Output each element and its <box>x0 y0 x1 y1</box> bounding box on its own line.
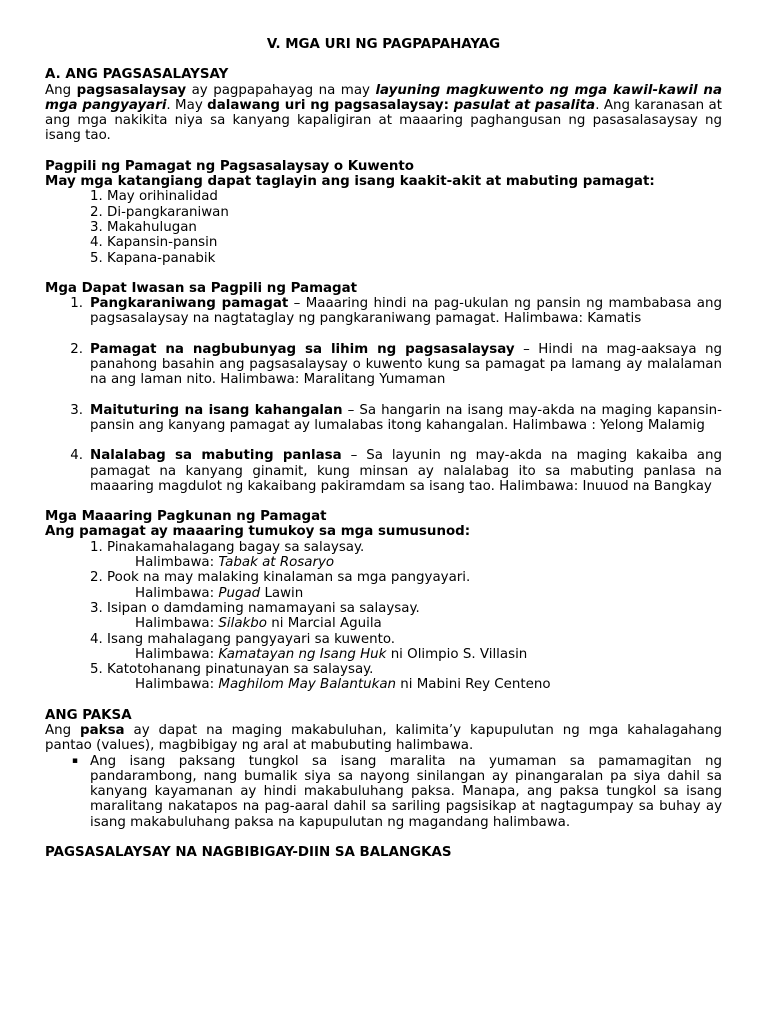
example-label: Halimbawa: <box>135 616 219 632</box>
item-title: Nalalabag sa mabuting panlasa <box>90 448 342 464</box>
example-author: ni Olimpio S. Villasin <box>386 646 528 662</box>
pagkunan-subheading: Ang pamagat ay maaaring tumukoy sa mga sumusunod: <box>45 524 471 540</box>
list-item: 5. Katotohanang pinatunayan sa salaysay. <box>90 662 374 678</box>
example-line <box>45 586 722 601</box>
text: ay dapat na maging makabuluhan, kalimita’y kapupulutan ng mga kahalagahang pantao (values), magbibigay ng aral at mabubuting halimbawa. <box>45 722 722 754</box>
bullet-icon: ▪ <box>71 755 78 766</box>
paksa-bullet-item <box>45 754 722 830</box>
section-a-paragraph <box>45 83 722 144</box>
example-author: ni Marcial Aguila <box>267 616 382 632</box>
text: Ang <box>45 82 77 98</box>
item-text: – Sa layunin ng may-akda na maging kakaiba ang pamagat na kanyang ginamit, kung minsan ay nalalabag ito sa mabuting panlasa na maaaring magdulot ng kakaibang pakiramdam sa isang tao. Halimbawa: Inuuod na Bangkay <box>90 448 722 494</box>
list-item <box>45 448 722 494</box>
list-item: 2. Di-pangkaraniwan <box>90 204 229 220</box>
example-label: Halimbawa: <box>135 555 219 571</box>
emphasis: dalawang uri ng pagsasalaysay: <box>207 97 454 113</box>
item-title: Pangkaraniwang pamagat <box>90 296 289 312</box>
balangkas-heading: PAGSASALAYSAY NA NAGBIBIGAY-DIIN SA BALANGKAS <box>45 845 452 861</box>
list-item: 4. Kapansin-pansin <box>90 235 218 251</box>
item-title: Pamagat na nagbubunyag sa lihim ng pagsasalaysay <box>90 341 515 357</box>
list-item: 3. Isipan o damdaming namamayani sa salaysay. <box>90 600 420 616</box>
list-number: 4. <box>70 448 83 464</box>
pagkunan-list <box>45 540 722 693</box>
text: . May <box>166 97 208 113</box>
example-title: Kamatayan ng Isang Huk <box>218 646 387 662</box>
list-number: 1. <box>70 296 83 312</box>
list-item <box>45 342 722 403</box>
emphasis: layuning magkuwento ng mga kawil-kawil na mga pangyayari <box>45 82 722 113</box>
text: . Ang karanasan at ang mga nakikita niya sa kanyang kapaligiran at maaaring paghangusan ng pasasalasaysay ng isang tao. <box>45 97 722 144</box>
example-title: Tabak at Rosaryo <box>218 555 335 571</box>
list-number: 2. <box>70 341 83 357</box>
example-line <box>45 555 722 570</box>
example-line <box>45 616 722 631</box>
text: ay pagpapahayag na may <box>186 82 376 98</box>
example-line <box>45 647 722 662</box>
example-author: Lawin <box>260 585 304 601</box>
iwasan-list <box>45 296 722 494</box>
pagkunan-heading: Mga Maaaring Pagkunan ng Pamagat <box>45 509 327 525</box>
document-title: V. MGA URI NG PAGPAPAHAYAG <box>266 37 501 52</box>
item-text: – Maaaring hindi na pag-ukulan ng pansin ng mambabasa ang pagsasalaysay na nagtataglay ng pangkaraniwang pamagat. Halimbawa: Kamatis <box>90 296 722 327</box>
item-text: – Hindi na mag-aaksaya ng panahong basahin ang pagsasalaysay o kuwento kung sa pamagat pa lamang ay malalaman na ang laman nito. Halimbawa: Maralitang Yumaman <box>90 341 723 388</box>
list-item: 5. Kapana-panabik <box>90 250 216 266</box>
example-label: Halimbawa: <box>135 677 219 693</box>
list-item: 3. Makahulugan <box>90 219 197 235</box>
section-a-heading: A. ANG PAGSASALAYSAY <box>45 67 229 83</box>
iwasan-heading: Mga Dapat Iwasan sa Pagpili ng Pamagat <box>45 280 358 296</box>
pagpili-subheading: May mga katangiang dapat taglayin ang isang kaakit-akit at mabuting pamagat: <box>45 174 655 190</box>
example-title: Silakbo <box>218 616 267 632</box>
example-title: Maghilom May Balantukan <box>218 677 397 693</box>
pagpili-heading: Pagpili ng Pamagat ng Pagsasalaysay o Kuwento <box>45 158 414 174</box>
example-title: Pugad <box>218 585 261 601</box>
emphasis: pasulat at pasalita <box>453 97 596 113</box>
list-number: 3. <box>70 402 83 418</box>
list-item <box>45 296 722 342</box>
example-line <box>45 677 722 692</box>
list-item <box>45 403 722 449</box>
paksa-paragraph <box>45 723 722 754</box>
document-page <box>45 30 722 860</box>
term-bold: pagsasalaysay <box>76 82 187 98</box>
item-text: – Sa hangarin na isang may-akda na maging kapansin-pansin ang kanyang pamagat ay lumalabas itong kahangalan. Halimbawa : Yelong Malamig <box>90 402 722 433</box>
paksa-heading: ANG PAKSA <box>45 707 132 723</box>
term-bold: paksa <box>80 722 125 738</box>
bullet-text: Ang isang paksang tungkol sa isang maralita na yumaman sa pamamagitan ng pandarambong, nang bumalik siya sa nayong sinilangan ay pinangaralan pa siya dahil sa kanyang kayamanan ay hindi makabuluhang paksa. Manapa, ang paksa tungkol sa isang maralitang nakatapos na pag-aaral dahil sa sariling pagsisikap at nagtagumpay sa buhay ay isang makabuluhang paksa na kapupulutan ng magandang halimbawa. <box>90 753 722 830</box>
item-title: Maituturing na isang kahangalan <box>90 402 343 418</box>
pagpili-list <box>45 189 722 265</box>
example-label: Halimbawa: <box>135 646 219 662</box>
list-item: 4. Isang mahalagang pangyayari sa kuwento. <box>90 631 396 647</box>
list-item: 1. May orihinalidad <box>90 189 218 205</box>
example-author: ni Mabini Rey Centeno <box>396 677 551 693</box>
example-label: Halimbawa: <box>135 585 219 601</box>
list-item: 1. Pinakamahalagang bagay sa salaysay. <box>90 539 365 555</box>
list-item: 2. Pook na may malaking kinalaman sa mga pangyayari. <box>90 570 471 586</box>
text: Ang <box>45 722 81 738</box>
